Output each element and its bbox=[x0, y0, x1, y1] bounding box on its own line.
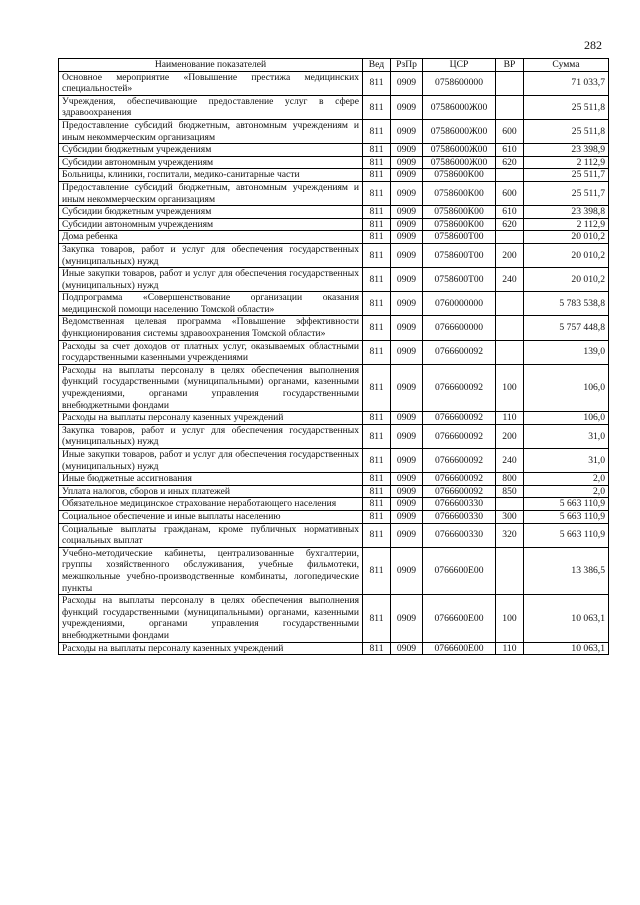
cell-sum: 106,0 bbox=[524, 364, 609, 411]
table-row bbox=[59, 473, 609, 486]
cell-vr: 240 bbox=[496, 268, 524, 292]
cell-rzpr: 0909 bbox=[391, 292, 423, 316]
cell-rzpr: 0909 bbox=[391, 364, 423, 411]
cell-rzpr: 0909 bbox=[391, 449, 423, 473]
cell-ved: 811 bbox=[363, 71, 391, 95]
cell-ved: 811 bbox=[363, 595, 391, 642]
cell-vr bbox=[496, 231, 524, 244]
cell-sum: 20 010,2 bbox=[524, 268, 609, 292]
cell-name: Закупка товаров, работ и услуг для обеспечения государственных (муниципальных) нужд bbox=[59, 424, 363, 448]
cell-ved: 811 bbox=[363, 412, 391, 425]
cell-vr: 110 bbox=[496, 642, 524, 655]
cell-csr: 0766600092 bbox=[423, 473, 496, 486]
cell-csr: 0766600092 bbox=[423, 485, 496, 498]
cell-name: Уплата налогов, сборов и иных платежей bbox=[59, 485, 363, 498]
cell-csr: 0766600092 bbox=[423, 449, 496, 473]
table-row bbox=[59, 547, 609, 594]
table-body bbox=[59, 71, 609, 655]
cell-ved: 811 bbox=[363, 424, 391, 448]
cell-sum: 106,0 bbox=[524, 412, 609, 425]
cell-rzpr: 0909 bbox=[391, 498, 423, 511]
table-row bbox=[59, 169, 609, 182]
cell-vr bbox=[496, 340, 524, 364]
cell-ved: 811 bbox=[363, 95, 391, 119]
cell-name: Дома ребенка bbox=[59, 231, 363, 244]
cell-vr bbox=[496, 547, 524, 594]
cell-name: Подпрограмма «Совершенствование организации оказания медицинской помощи населению Томской области» bbox=[59, 292, 363, 316]
cell-rzpr: 0909 bbox=[391, 595, 423, 642]
cell-sum: 5 663 110,9 bbox=[524, 498, 609, 511]
cell-vr bbox=[496, 71, 524, 95]
cell-vr: 610 bbox=[496, 144, 524, 157]
table-row bbox=[59, 412, 609, 425]
cell-csr: 0766600Е00 bbox=[423, 547, 496, 594]
cell-ved: 811 bbox=[363, 268, 391, 292]
table-row bbox=[59, 218, 609, 231]
cell-rzpr: 0909 bbox=[391, 547, 423, 594]
cell-csr: 0758600Т00 bbox=[423, 268, 496, 292]
cell-rzpr: 0909 bbox=[391, 243, 423, 267]
cell-csr: 0766600330 bbox=[423, 510, 496, 523]
cell-sum: 20 010,2 bbox=[524, 243, 609, 267]
table-row bbox=[59, 71, 609, 95]
cell-rzpr: 0909 bbox=[391, 181, 423, 205]
table-row bbox=[59, 485, 609, 498]
cell-ved: 811 bbox=[363, 485, 391, 498]
table-row bbox=[59, 340, 609, 364]
cell-sum: 31,0 bbox=[524, 449, 609, 473]
cell-vr bbox=[496, 292, 524, 316]
cell-ved: 811 bbox=[363, 119, 391, 143]
cell-rzpr: 0909 bbox=[391, 642, 423, 655]
cell-ved: 811 bbox=[363, 498, 391, 511]
header-sum: Сумма bbox=[524, 59, 609, 72]
header-name: Наименование показателей bbox=[59, 59, 363, 72]
cell-vr: 620 bbox=[496, 218, 524, 231]
table-row bbox=[59, 316, 609, 340]
cell-sum: 2 112,9 bbox=[524, 156, 609, 169]
cell-sum: 23 398,9 bbox=[524, 144, 609, 157]
cell-vr: 600 bbox=[496, 181, 524, 205]
table-row bbox=[59, 449, 609, 473]
cell-vr: 240 bbox=[496, 449, 524, 473]
cell-ved: 811 bbox=[363, 218, 391, 231]
cell-name: Иные бюджетные ассигнования bbox=[59, 473, 363, 486]
cell-csr: 07586000Ж00 bbox=[423, 156, 496, 169]
cell-name: Больницы, клиники, госпитали, медико-санитарные части bbox=[59, 169, 363, 182]
cell-csr: 0758600К00 bbox=[423, 218, 496, 231]
cell-vr: 320 bbox=[496, 523, 524, 547]
cell-ved: 811 bbox=[363, 364, 391, 411]
cell-ved: 811 bbox=[363, 510, 391, 523]
cell-ved: 811 bbox=[363, 144, 391, 157]
cell-csr: 0766600092 bbox=[423, 340, 496, 364]
cell-name: Предоставление субсидий бюджетным, автономным учреждениям и иным некоммерческим организациям bbox=[59, 181, 363, 205]
cell-sum: 2 112,9 bbox=[524, 218, 609, 231]
cell-ved: 811 bbox=[363, 642, 391, 655]
cell-name: Учебно-методические кабинеты, централизованные бухгалтерии, группы хозяйственного обслуживания, учебные фильмотеки, межшкольные учебно-производственные комбинаты, логопедические пункты bbox=[59, 547, 363, 594]
cell-ved: 811 bbox=[363, 292, 391, 316]
cell-rzpr: 0909 bbox=[391, 412, 423, 425]
cell-name: Предоставление субсидий бюджетным, автономным учреждениям и иным некоммерческим организациям bbox=[59, 119, 363, 143]
table-row bbox=[59, 181, 609, 205]
cell-ved: 811 bbox=[363, 231, 391, 244]
cell-sum: 2,0 bbox=[524, 485, 609, 498]
cell-csr: 07586000Ж00 bbox=[423, 119, 496, 143]
cell-csr: 0766600092 bbox=[423, 424, 496, 448]
cell-ved: 811 bbox=[363, 169, 391, 182]
cell-ved: 811 bbox=[363, 156, 391, 169]
cell-sum: 2,0 bbox=[524, 473, 609, 486]
cell-name: Обязательное медицинское страхование неработающего населения bbox=[59, 498, 363, 511]
cell-csr: 0766600000 bbox=[423, 316, 496, 340]
cell-vr: 600 bbox=[496, 119, 524, 143]
cell-csr: 0758600К00 bbox=[423, 181, 496, 205]
cell-rzpr: 0909 bbox=[391, 424, 423, 448]
cell-sum: 25 511,7 bbox=[524, 169, 609, 182]
cell-ved: 811 bbox=[363, 206, 391, 219]
table-row bbox=[59, 424, 609, 448]
cell-vr: 100 bbox=[496, 364, 524, 411]
cell-sum: 31,0 bbox=[524, 424, 609, 448]
cell-rzpr: 0909 bbox=[391, 144, 423, 157]
cell-csr: 0758600К00 bbox=[423, 169, 496, 182]
table-row bbox=[59, 523, 609, 547]
table-row bbox=[59, 206, 609, 219]
header-vr: ВР bbox=[496, 59, 524, 72]
cell-name: Основное мероприятие «Повышение престижа медицинских специальностей» bbox=[59, 71, 363, 95]
cell-ved: 811 bbox=[363, 523, 391, 547]
cell-vr: 800 bbox=[496, 473, 524, 486]
cell-vr: 100 bbox=[496, 595, 524, 642]
header-ved: Вед bbox=[363, 59, 391, 72]
cell-sum: 10 063,1 bbox=[524, 642, 609, 655]
cell-sum: 10 063,1 bbox=[524, 595, 609, 642]
cell-csr: 0760000000 bbox=[423, 292, 496, 316]
table-row bbox=[59, 364, 609, 411]
cell-name: Иные закупки товаров, работ и услуг для обеспечения государственных (муниципальных) нужд bbox=[59, 268, 363, 292]
cell-rzpr: 0909 bbox=[391, 268, 423, 292]
cell-rzpr: 0909 bbox=[391, 231, 423, 244]
cell-csr: 0758600Т00 bbox=[423, 243, 496, 267]
cell-vr: 620 bbox=[496, 156, 524, 169]
cell-ved: 811 bbox=[363, 340, 391, 364]
cell-name: Закупка товаров, работ и услуг для обеспечения государственных (муниципальных) нужд bbox=[59, 243, 363, 267]
table-header-row bbox=[59, 59, 609, 72]
table-row bbox=[59, 510, 609, 523]
cell-ved: 811 bbox=[363, 316, 391, 340]
cell-ved: 811 bbox=[363, 473, 391, 486]
table-row bbox=[59, 292, 609, 316]
cell-csr: 0758600000 bbox=[423, 71, 496, 95]
cell-sum: 23 398,8 bbox=[524, 206, 609, 219]
cell-ved: 811 bbox=[363, 181, 391, 205]
cell-sum: 5 757 448,8 bbox=[524, 316, 609, 340]
cell-rzpr: 0909 bbox=[391, 523, 423, 547]
cell-vr bbox=[496, 316, 524, 340]
cell-ved: 811 bbox=[363, 243, 391, 267]
table-row bbox=[59, 95, 609, 119]
cell-sum: 20 010,2 bbox=[524, 231, 609, 244]
cell-name: Расходы на выплаты персоналу казенных учреждений bbox=[59, 642, 363, 655]
page-number: 282 bbox=[584, 38, 602, 52]
cell-rzpr: 0909 bbox=[391, 169, 423, 182]
cell-ved: 811 bbox=[363, 547, 391, 594]
header-rzpr: РзПр bbox=[391, 59, 423, 72]
cell-vr: 300 bbox=[496, 510, 524, 523]
cell-sum: 25 511,8 bbox=[524, 95, 609, 119]
cell-rzpr: 0909 bbox=[391, 95, 423, 119]
table-row bbox=[59, 595, 609, 642]
cell-vr: 200 bbox=[496, 243, 524, 267]
table-row bbox=[59, 231, 609, 244]
cell-rzpr: 0909 bbox=[391, 206, 423, 219]
cell-sum: 5 783 538,8 bbox=[524, 292, 609, 316]
cell-rzpr: 0909 bbox=[391, 316, 423, 340]
cell-rzpr: 0909 bbox=[391, 71, 423, 95]
table-row bbox=[59, 642, 609, 655]
cell-csr: 0766600Е00 bbox=[423, 595, 496, 642]
cell-name: Иные закупки товаров, работ и услуг для обеспечения государственных (муниципальных) нужд bbox=[59, 449, 363, 473]
cell-sum: 71 033,7 bbox=[524, 71, 609, 95]
cell-vr: 610 bbox=[496, 206, 524, 219]
cell-name: Субсидии бюджетным учреждениям bbox=[59, 144, 363, 157]
cell-csr: 0758600Т00 bbox=[423, 231, 496, 244]
cell-name: Субсидии автономным учреждениям bbox=[59, 156, 363, 169]
cell-rzpr: 0909 bbox=[391, 485, 423, 498]
cell-vr bbox=[496, 169, 524, 182]
cell-csr: 07586000Ж00 bbox=[423, 144, 496, 157]
cell-rzpr: 0909 bbox=[391, 510, 423, 523]
cell-name: Субсидии автономным учреждениям bbox=[59, 218, 363, 231]
table-row bbox=[59, 144, 609, 157]
cell-name: Расходы на выплаты персоналу в целях обеспечения выполнения функций государственными (муниципальными) органами, казенными учреждениями, органами управления государственными внебюджетными фондами bbox=[59, 364, 363, 411]
cell-vr bbox=[496, 498, 524, 511]
cell-rzpr: 0909 bbox=[391, 473, 423, 486]
table-row bbox=[59, 498, 609, 511]
table-row bbox=[59, 243, 609, 267]
cell-csr: 07586000Ж00 bbox=[423, 95, 496, 119]
cell-name: Социальные выплаты гражданам, кроме публичных нормативных социальных выплат bbox=[59, 523, 363, 547]
cell-rzpr: 0909 bbox=[391, 156, 423, 169]
cell-rzpr: 0909 bbox=[391, 218, 423, 231]
cell-csr: 0766600330 bbox=[423, 523, 496, 547]
table-row bbox=[59, 268, 609, 292]
cell-name: Расходы на выплаты персоналу в целях обеспечения выполнения функций государственными (муниципальными) органами, казенными учреждениями, органами управления государственными внебюджетными фондами bbox=[59, 595, 363, 642]
cell-rzpr: 0909 bbox=[391, 340, 423, 364]
cell-sum: 25 511,7 bbox=[524, 181, 609, 205]
cell-vr bbox=[496, 95, 524, 119]
cell-sum: 13 386,5 bbox=[524, 547, 609, 594]
cell-csr: 0766600092 bbox=[423, 364, 496, 411]
cell-ved: 811 bbox=[363, 449, 391, 473]
cell-vr: 110 bbox=[496, 412, 524, 425]
cell-name: Субсидии бюджетным учреждениям bbox=[59, 206, 363, 219]
cell-name: Ведомственная целевая программа «Повышение эффективности функционирования системы здравоохранения Томской области» bbox=[59, 316, 363, 340]
cell-vr: 850 bbox=[496, 485, 524, 498]
table-row bbox=[59, 156, 609, 169]
cell-sum: 139,0 bbox=[524, 340, 609, 364]
cell-sum: 5 663 110,9 bbox=[524, 510, 609, 523]
cell-name: Расходы на выплаты персоналу казенных учреждений bbox=[59, 412, 363, 425]
cell-csr: 0766600092 bbox=[423, 412, 496, 425]
cell-sum: 25 511,8 bbox=[524, 119, 609, 143]
budget-table bbox=[58, 58, 609, 655]
cell-csr: 0766600330 bbox=[423, 498, 496, 511]
cell-rzpr: 0909 bbox=[391, 119, 423, 143]
cell-sum: 5 663 110,9 bbox=[524, 523, 609, 547]
table-row bbox=[59, 119, 609, 143]
cell-csr: 0766600Е00 bbox=[423, 642, 496, 655]
header-csr: ЦСР bbox=[423, 59, 496, 72]
cell-name: Учреждения, обеспечивающие предоставление услуг в сфере здравоохранения bbox=[59, 95, 363, 119]
cell-csr: 0758600К00 bbox=[423, 206, 496, 219]
cell-name: Расходы за счет доходов от платных услуг, оказываемых областными государственными казенными учреждениями bbox=[59, 340, 363, 364]
cell-name: Социальное обеспечение и иные выплаты населению bbox=[59, 510, 363, 523]
cell-vr: 200 bbox=[496, 424, 524, 448]
